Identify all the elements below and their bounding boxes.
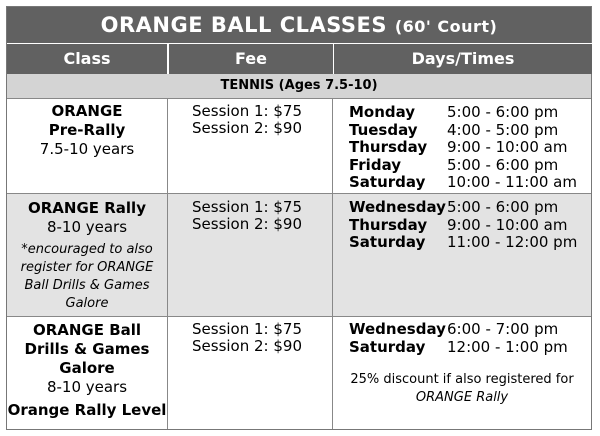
class-name: Drills & Games [24, 340, 150, 358]
schedule-entry [349, 217, 577, 235]
schedule-time: 5:00 - 6:00 pm [447, 103, 559, 121]
schedule-day: Saturday [349, 337, 426, 356]
fee-session-2: Session 2: $90 [192, 119, 302, 137]
schedule-time: 5:00 - 6:00 pm [447, 198, 559, 216]
title-text: ORANGE BALL CLASSES [100, 13, 388, 37]
schedule-time: 9:00 - 10:00 am [447, 138, 568, 157]
discount-text: 25% discount if also registered for [350, 372, 574, 387]
schedule-day: Thursday [349, 215, 428, 234]
fee-cell [192, 103, 302, 137]
class-name: Pre-Rally [48, 121, 126, 139]
schedule-day: Wednesday [349, 320, 446, 338]
header-days-times: Days/Times [333, 43, 592, 74]
class-name: ORANGE Ball [32, 321, 142, 339]
discount-emphasis: ORANGE Rally [415, 390, 509, 405]
schedule-entry [349, 234, 577, 252]
title-court-size: (60' Court) [394, 17, 498, 36]
schedule-day: Saturday [349, 233, 426, 252]
schedule-entry [349, 321, 568, 339]
schedule-cell [349, 104, 577, 192]
divider [7, 98, 591, 99]
discount-note [333, 371, 591, 407]
divider [7, 316, 591, 317]
schedule-entry [349, 199, 577, 217]
fee-session-1: Session 1: $75 [192, 102, 302, 120]
schedule-day: Friday [349, 155, 402, 174]
column-divider [167, 98, 168, 429]
schedule-day: Saturday [349, 173, 426, 192]
class-note: *encouraged to also register for ORANGE Ball Drills & Games Galore [20, 242, 154, 311]
schedule-entry [349, 157, 577, 175]
class-schedule-table [6, 6, 592, 430]
class-cell-orange-rally [7, 199, 167, 313]
schedule-time: 10:00 - 11:00 am [447, 173, 577, 192]
table-title [7, 7, 591, 43]
fee-session-2: Session 2: $90 [192, 215, 302, 233]
section-tennis: TENNIS (Ages 7.5-10) [7, 74, 591, 98]
schedule-cell [349, 199, 577, 252]
schedule-time: 11:00 - 12:00 pm [447, 233, 578, 252]
schedule-time: 4:00 - 5:00 pm [447, 120, 559, 139]
schedule-day: Tuesday [349, 120, 418, 139]
fee-session-2: Session 2: $90 [192, 337, 302, 355]
fee-session-1: Session 1: $75 [192, 198, 302, 216]
schedule-entry [349, 104, 577, 122]
schedule-entry [349, 174, 577, 192]
class-cell-orange-ball-drills [7, 321, 167, 420]
schedule-day: Monday [349, 103, 416, 121]
schedule-cell [349, 321, 568, 356]
header-fee: Fee [168, 43, 333, 74]
fee-session-1: Session 1: $75 [192, 320, 302, 338]
schedule-entry [349, 339, 568, 357]
schedule-time: 5:00 - 6:00 pm [447, 155, 559, 174]
schedule-day: Thursday [349, 138, 428, 157]
class-age: 8-10 years [46, 218, 128, 236]
header-class: Class [7, 43, 167, 74]
class-cell-orange-pre-rally [7, 102, 167, 159]
class-name: ORANGE [51, 102, 123, 120]
schedule-time: 6:00 - 7:00 pm [447, 320, 559, 338]
fee-cell [192, 199, 302, 233]
schedule-entry [349, 139, 577, 157]
fee-cell [192, 321, 302, 355]
schedule-day: Wednesday [349, 198, 446, 216]
schedule-entry [349, 122, 577, 140]
class-age: 7.5-10 years [39, 140, 135, 158]
divider [7, 193, 591, 194]
class-name: ORANGE Rally [28, 199, 146, 217]
schedule-time: 9:00 - 10:00 am [447, 215, 568, 234]
schedule-time: 12:00 - 1:00 pm [447, 337, 568, 356]
class-level: Orange Rally Level [7, 401, 167, 419]
class-age: 8-10 years [46, 378, 128, 396]
class-name: Galore [59, 359, 115, 377]
